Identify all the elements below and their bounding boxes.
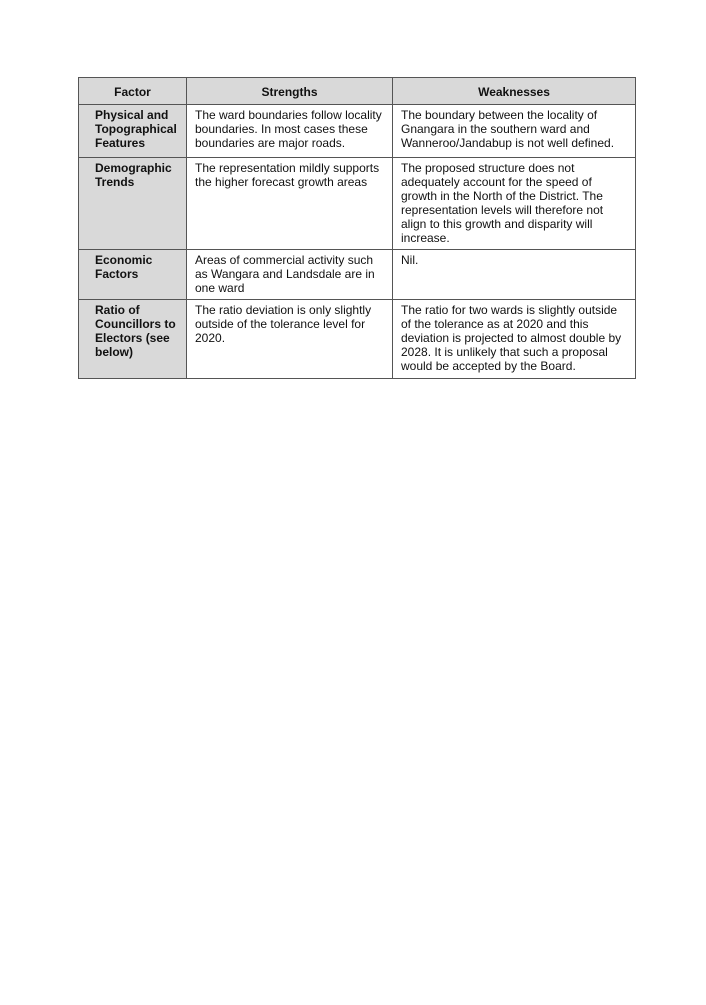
weaknesses-cell: The proposed structure does not adequately account for the speed of growth in the North of the District. The representation levels will therefore not align to this growth and disparity will increase. [393, 158, 636, 250]
header-factor: Factor [79, 78, 187, 105]
strengths-cell: The ratio deviation is only slightly outside of the tolerance level for 2020. [187, 300, 393, 379]
strengths-weaknesses-table [78, 77, 636, 379]
strengths-cell: The ward boundaries follow locality boundaries. In most cases these boundaries are major roads. [187, 105, 393, 158]
header-weaknesses: Weaknesses [393, 78, 636, 105]
strengths-cell: Areas of commercial activity such as Wangara and Landsdale are in one ward [187, 250, 393, 300]
table-row [79, 300, 636, 379]
table-header-row [79, 78, 636, 105]
factor-cell: Ratio of Councillors to Electors (see below) [79, 300, 187, 379]
weaknesses-cell: The boundary between the locality of Gnangara in the southern ward and Wanneroo/Jandabup is not well defined. [393, 105, 636, 158]
table-row [79, 105, 636, 158]
weaknesses-cell: Nil. [393, 250, 636, 300]
factor-cell: Demographic Trends [79, 158, 187, 250]
weaknesses-cell: The ratio for two wards is slightly outside of the tolerance as at 2020 and this deviation is projected to almost double by 2028. It is unlikely that such a proposal would be accepted by the Board. [393, 300, 636, 379]
table-row [79, 158, 636, 250]
factor-cell: Physical and Topographical Features [79, 105, 187, 158]
factor-cell: Economic Factors [79, 250, 187, 300]
header-strengths: Strengths [187, 78, 393, 105]
strengths-cell: The representation mildly supports the higher forecast growth areas [187, 158, 393, 250]
table-row [79, 250, 636, 300]
